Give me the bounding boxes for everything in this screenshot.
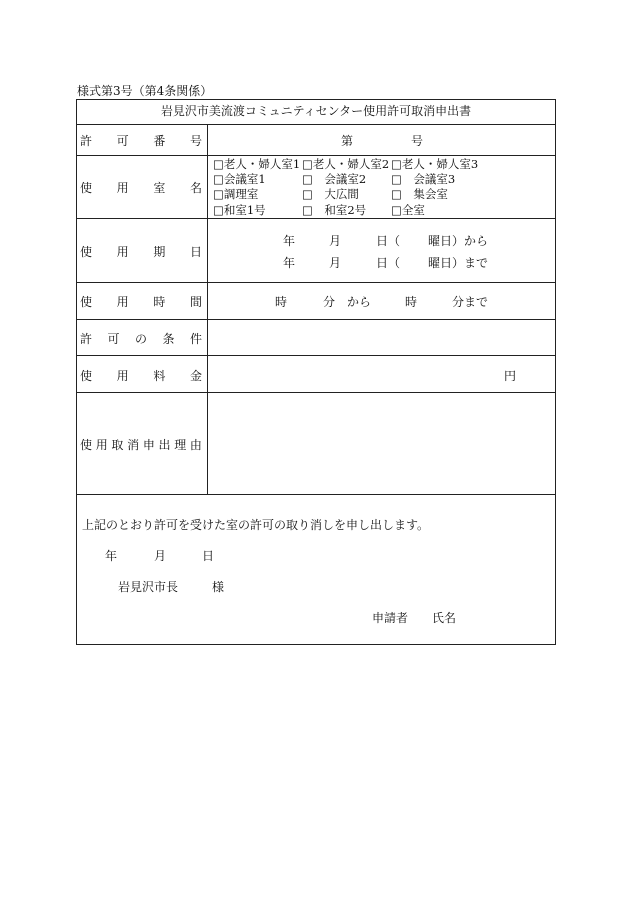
row-divider	[76, 355, 556, 356]
column-divider	[207, 124, 208, 494]
applicant-label: 申請者	[372, 611, 409, 625]
label-use-period: 使 用 期 日	[80, 245, 202, 259]
room-option[interactable]: □老人・婦人室3	[391, 157, 479, 171]
time-from: から	[347, 295, 372, 309]
room-option[interactable]: □ 会議室3	[391, 172, 456, 186]
row-divider	[76, 319, 556, 320]
addressee-mayor: 岩見沢市長	[118, 580, 179, 594]
fee-yen-unit: 円	[504, 369, 517, 383]
time-hour-end: 時	[405, 295, 418, 309]
footer-date-month: 月	[154, 549, 167, 563]
room-option[interactable]: □全室	[391, 203, 425, 217]
row-divider	[76, 392, 556, 393]
room-option[interactable]: □ 会議室2	[302, 172, 367, 186]
period-weekday-to: 曜日）まで	[428, 256, 489, 270]
label-cancellation-reason: 使 用 取 消 申 出 理 由	[80, 438, 202, 452]
form-title: 岩見沢市美流渡コミュニティセンター使用許可取消申出書	[160, 104, 472, 118]
time-minute-start: 分	[323, 295, 336, 309]
period-day: 日（	[376, 234, 401, 248]
cancellation-statement: 上記のとおり許可を受けた室の許可の取り消しを申し出します。	[82, 518, 430, 532]
period-day: 日（	[376, 256, 401, 270]
room-option[interactable]: □老人・婦人室2	[302, 157, 390, 171]
footer-date-year: 年	[105, 549, 118, 563]
period-year: 年	[283, 234, 296, 248]
period-weekday-from: 曜日）から	[428, 234, 489, 248]
addressee-honorific: 様	[212, 580, 225, 594]
label-use-time: 使 用 時 間	[80, 295, 202, 309]
room-option[interactable]: □和室1号	[213, 203, 266, 217]
footer-date-day: 日	[202, 549, 215, 563]
time-hour-start: 時	[275, 295, 288, 309]
time-minute-end: 分まで	[452, 295, 489, 309]
room-option[interactable]: □会議室1	[213, 172, 266, 186]
period-month: 月	[329, 256, 342, 270]
room-option[interactable]: □調理室	[213, 187, 259, 201]
period-month: 月	[329, 234, 342, 248]
room-option[interactable]: □ 和室2号	[302, 203, 367, 217]
form-number: 様式第3号（第4条関係）	[77, 84, 213, 98]
label-permit-number: 許 可 番 号	[80, 134, 202, 148]
row-divider	[76, 494, 556, 495]
label-usage-fee: 使 用 料 金	[80, 369, 202, 383]
permit-number-dai: 第	[341, 134, 354, 148]
room-option[interactable]: □老人・婦人室1	[213, 157, 301, 171]
room-option[interactable]: □ 大広間	[302, 187, 359, 201]
row-divider	[76, 124, 556, 125]
label-room-name: 使 用 室 名	[80, 181, 202, 195]
period-year: 年	[283, 256, 296, 270]
room-option[interactable]: □ 集会室	[391, 187, 448, 201]
label-permit-conditions: 許 可 の 条 件	[80, 332, 202, 346]
applicant-name-label: 氏名	[432, 611, 457, 625]
row-divider	[76, 218, 556, 219]
permit-number-go: 号	[411, 134, 424, 148]
row-divider	[76, 282, 556, 283]
